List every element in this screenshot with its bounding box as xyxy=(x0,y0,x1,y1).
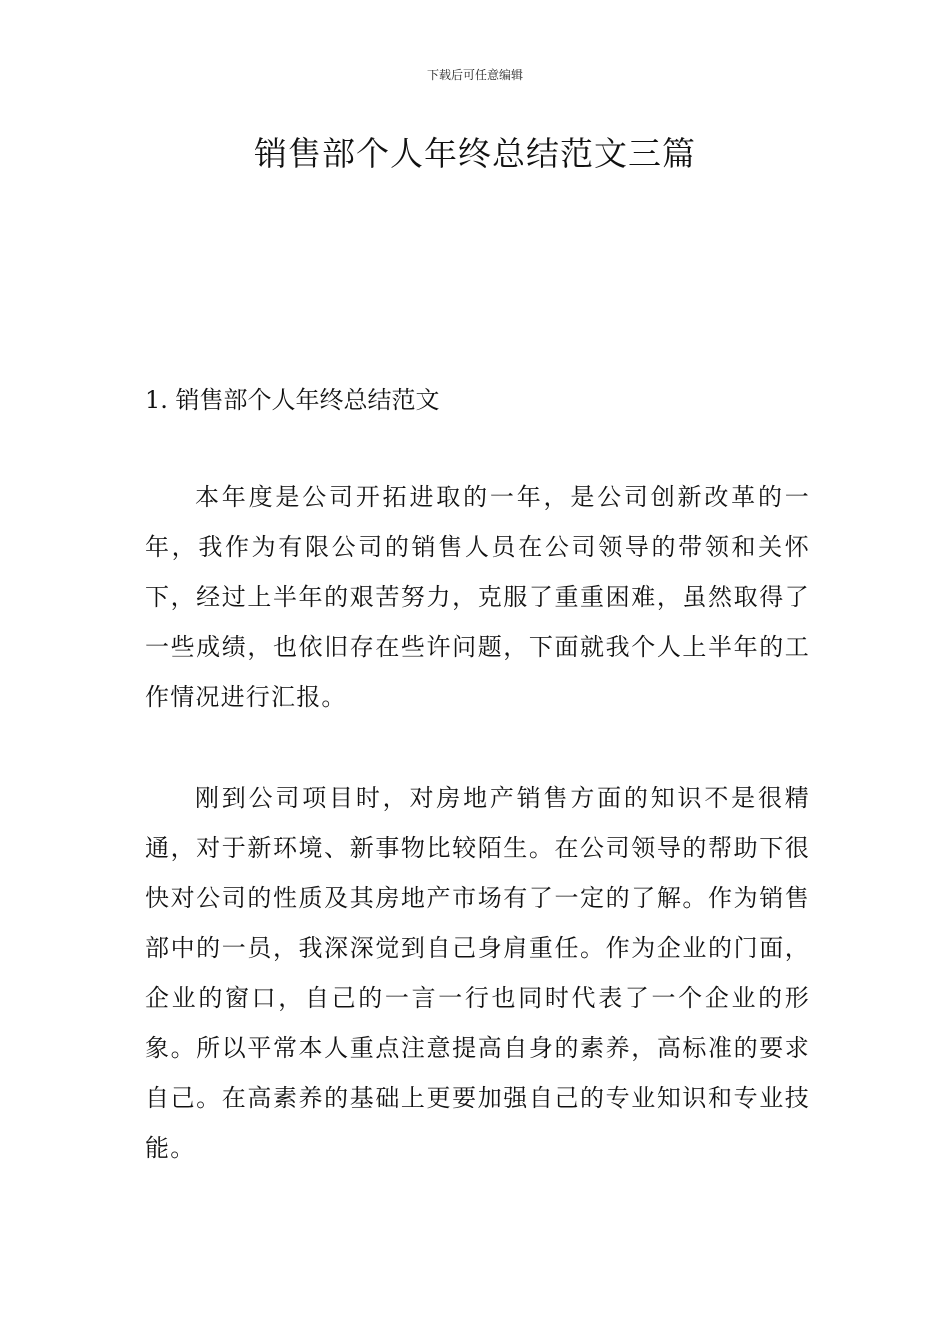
paragraph-2: 刚到公司项目时，对房地产销售方面的知识不是很精通，对于新环境、新事物比较陌生。在公司领导的帮助下很快对公司的性质及其房地产市场有了一定的了解。作为销售部中的一员，我深深觉到自己身肩重任。作为企业的门面，企业的窗口，自己的一言一行也同时代表了一个企业的形象。所以平常本人重点注意提高自身的素养，高标准的要求自己。在高素养的基础上更要加强自己的专业知识和专业技能。 xyxy=(145,784,810,1162)
header-note: 下载后可任意编辑 xyxy=(426,68,523,82)
paragraph-1: 本年度是公司开拓进取的一年，是公司创新改革的一年，我作为有限公司的销售人员在公司领导的带领和关怀下，经过上半年的艰苦努力，克服了重重困难，虽然取得了一些成绩，也依旧存在些许问题，下面就我个人上半年的工作情况进行汇报。 xyxy=(145,483,810,711)
section-heading: 1. 销售部个人年终总结范文 xyxy=(145,386,440,414)
document-title: 销售部个人年终总结范文三篇 xyxy=(254,134,696,173)
